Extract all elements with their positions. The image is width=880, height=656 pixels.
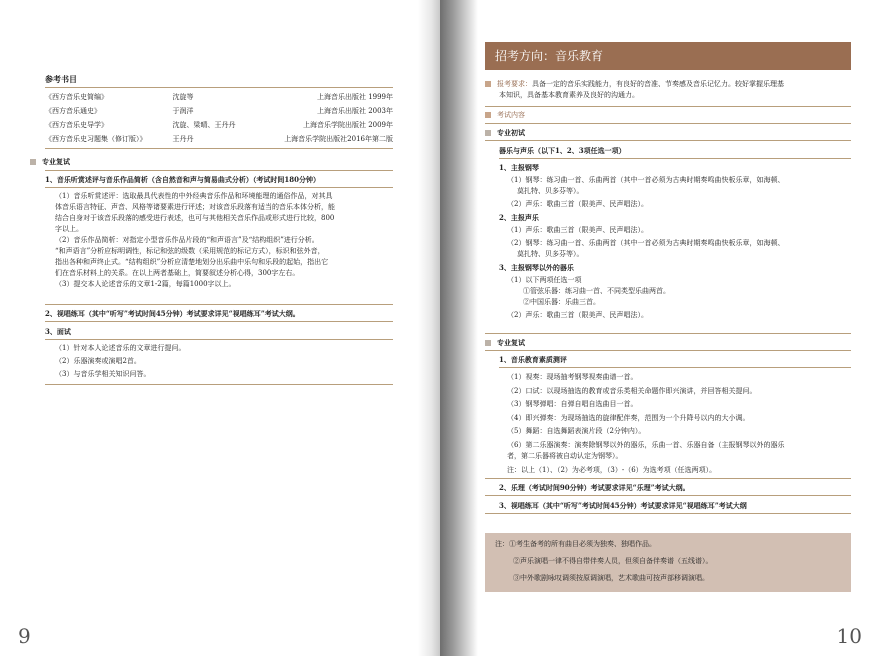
divider [45,339,393,340]
re-heading [485,337,525,348]
exam-content-label: 考试内容 [497,111,525,119]
paragraph-line: 体音乐语言特征、声音、风格等诸要素进行评述；对该音乐段落有适当的音乐本体分析，能 [55,203,335,211]
item-line: （4）即兴弹奏：为现场抽选的旋律配伴奏，范围为一个升降号以内的大小调。 [507,413,750,422]
paragraph-line: 字以上。 [55,225,83,233]
item-line: （2）口试：以现场抽选的教育或音乐类相关命题作即兴演讲，并回答相关提问。 [507,386,757,395]
reference-publisher: 上海音乐出版社 2003年 [316,107,394,115]
reference-title: 《西方音乐史习题集（修订版）》 [45,135,147,143]
reference-publisher: 上海音乐学院出版社2016年第二版 [284,135,394,143]
paragraph-line: （3）提交本人论述音乐的文章1-2篇，每篇1000字以上。 [55,280,236,288]
re-item3: 3、视唱练耳（其中“听写”考试时间45分钟）考试要求详见“视唱练耳”考试大纲 [499,501,747,510]
item2-title: 2、视唱练耳（其中“听写”考试时间45分钟）考试要求详见“视唱练耳”考试大纲。 [45,309,300,318]
item-title: 2、主报声乐 [499,213,539,222]
reference-row [45,106,393,117]
divider [45,304,393,305]
requirement-text: 本知识，具备基本教育素养及良好的沟通力。 [499,91,639,99]
item1-title: 1、音乐听赏述评与音乐作品简析（含自然音和声与简易曲式分析）（考试时间180分钟） [45,175,320,184]
item-line: （5）舞蹈：自选舞蹈表演片段（2分钟内）。 [507,427,646,435]
divider [45,321,393,322]
reference-title: 《西方音乐史导学》 [45,121,108,129]
right-content [440,0,880,656]
page-edge [418,0,440,656]
item-line: （3）钢琴弹唱：自弹自唱自选曲目一首。 [507,400,638,408]
section-heading [30,156,70,167]
initial-heading [485,127,525,138]
divider [45,187,393,188]
reference-author: 于润洋 [172,107,194,115]
item-line: 莫扎特、贝多芬等）。 [517,250,584,258]
item-line: （1）视奏：现场抽考钢琴视奏曲谱一首。 [507,373,638,381]
re-item1-title: 1、音乐教育素质测评 [499,355,567,364]
divider [45,384,393,385]
square-bullet-icon [30,159,36,165]
note-line: ②声乐演唱一律不得自带伴奏人员，但须自备伴奏谱（五线谱）。 [513,557,713,565]
re-item1-body [507,372,851,476]
reference-row [45,92,393,103]
item-line: （1）以下两项任选一项 [507,276,582,284]
initial-items [499,162,851,321]
item-line: 注：以上（1）、（2）为必考项，（3）-（6）为选考项（任选两项）。 [507,465,717,474]
page-number: 9 [18,624,31,648]
item-line: （6）第二乐器演奏：演奏除钢琴以外的器乐，乐曲一首、乐器自备（主报钢琴以外的器乐 [507,440,785,449]
paragraph-line: “和声语言”分析应标明调性，标记和弦的级数（采用规范的标记方式），标识和弦外音， [55,247,325,255]
paragraph-line: （2）音乐作品简析：对指定小型音乐作品片段的“和声语言”及“结构组织”进行分析。 [55,236,319,244]
divider [45,170,393,171]
item-line: 者，第二乐器将被自动认定为钢琴）。 [507,452,623,460]
paragraph-line: 结合自身对于该音乐段落的感受进行表述，也可与其他相关音乐作品或形式进行比较，800 [55,214,335,222]
divider [499,158,851,159]
item1-body [55,191,395,290]
divider [45,87,393,88]
square-bullet-icon [485,112,491,118]
page-number: 10 [836,624,862,648]
item-line: （2）钢琴：练习曲一首、乐曲两首（其中一首必须为古典时期奏鸣曲快板乐章，如海顿、 [507,239,785,247]
paragraph-line: 指出各种和声终止式。“结构组织”分析应清楚地划分出乐曲中乐句和乐段的起始，指出它 [55,258,329,266]
divider [485,123,851,124]
list-item: （1）针对本人论述音乐的文章进行提问。 [55,344,186,352]
item-title: 1、主报钢琴 [499,163,539,172]
item-line: （1）钢琴：练习曲一首、乐曲两首（其中一首必须为古典时期奏鸣曲快板乐章，如海顿、 [507,176,785,184]
square-bullet-icon [485,130,491,136]
divider [485,106,851,107]
list-item: （2）乐器演奏或演唱2首。 [55,357,141,365]
square-bullet-icon [485,340,491,346]
item-line: （1）声乐：歌曲三首（限美声、民声唱法）。 [507,226,648,234]
reference-author: 王丹丹 [172,135,194,143]
reference-author: 沈旋等 [172,93,194,101]
item-line: 莫扎特、贝多芬等）。 [517,187,584,195]
item-line: ②中国乐器：乐曲三首。 [523,298,600,306]
divider [485,495,851,496]
reference-publisher: 上海音乐学院出版社 2009年 [302,121,394,129]
reference-title: 《西方音乐通史》 [45,107,101,115]
divider [485,350,851,351]
item3-body [55,343,185,380]
divider [45,148,393,149]
note-line: ③中外歌剧咏叹调须按原调演唱，艺术歌曲可按声部移调演唱。 [513,574,709,582]
item-line: ①管弦乐器：练习曲一首、不同类型乐曲两首。 [523,287,670,295]
initial-title: 专业初试 [497,128,525,137]
divider [485,140,851,141]
references-title: 参考书目 [45,74,77,84]
item-line: （2）声乐：歌曲三首（限美声、民声唱法）。 [507,200,648,208]
paragraph-line: 们在音乐材料上的关系。在以上两者基础上，简要叙述分析心得，300字左右。 [55,269,300,277]
divider [499,367,851,368]
divider [485,333,851,334]
divider [485,513,851,514]
note-line: 注：①考生备考的所有曲目必须为独奏、独唱作品。 [495,540,656,548]
initial-subtitle: 器乐与声乐（以下1、2、3项任选一项） [499,146,626,155]
requirement-label: 报考要求： [497,80,532,88]
reference-row [45,120,393,131]
re-item2: 2、乐理（考试时间90分钟）考试要求详见“乐理”考试大纲。 [499,483,690,492]
requirement [485,79,851,101]
references-list [45,92,393,145]
list-item: （3）与音乐学相关知识问答。 [55,370,151,378]
reference-row [45,134,393,145]
reference-publisher: 上海音乐出版社 1999年 [316,93,394,101]
reference-author: 沈旋、梁晴、王丹丹 [172,121,236,129]
paragraph-line: （1）音乐听赏述评：选取最具代表性的中外经典音乐作品和环境能理的通俗作品，对其具 [55,192,333,200]
re-title: 专业复试 [497,338,525,347]
requirement-text: 具备一定的音乐实践能力，有良好的音准、节奏感及音乐记忆力。较好掌握乐理基 [532,80,784,88]
notes-box [485,533,851,592]
item-line: （2）声乐：歌曲三首（限美声、民声唱法）。 [507,311,648,319]
item3-title: 3、面试 [45,327,71,336]
item-title: 3、主报钢琴以外的器乐 [499,263,574,272]
reference-title: 《西方音乐史简编》 [45,93,108,101]
direction-header: 招考方向：音乐教育 [485,42,851,70]
square-bullet-icon [485,81,491,87]
section-title: 专业复试 [42,157,70,166]
exam-content-heading [485,110,525,121]
divider [485,478,851,479]
